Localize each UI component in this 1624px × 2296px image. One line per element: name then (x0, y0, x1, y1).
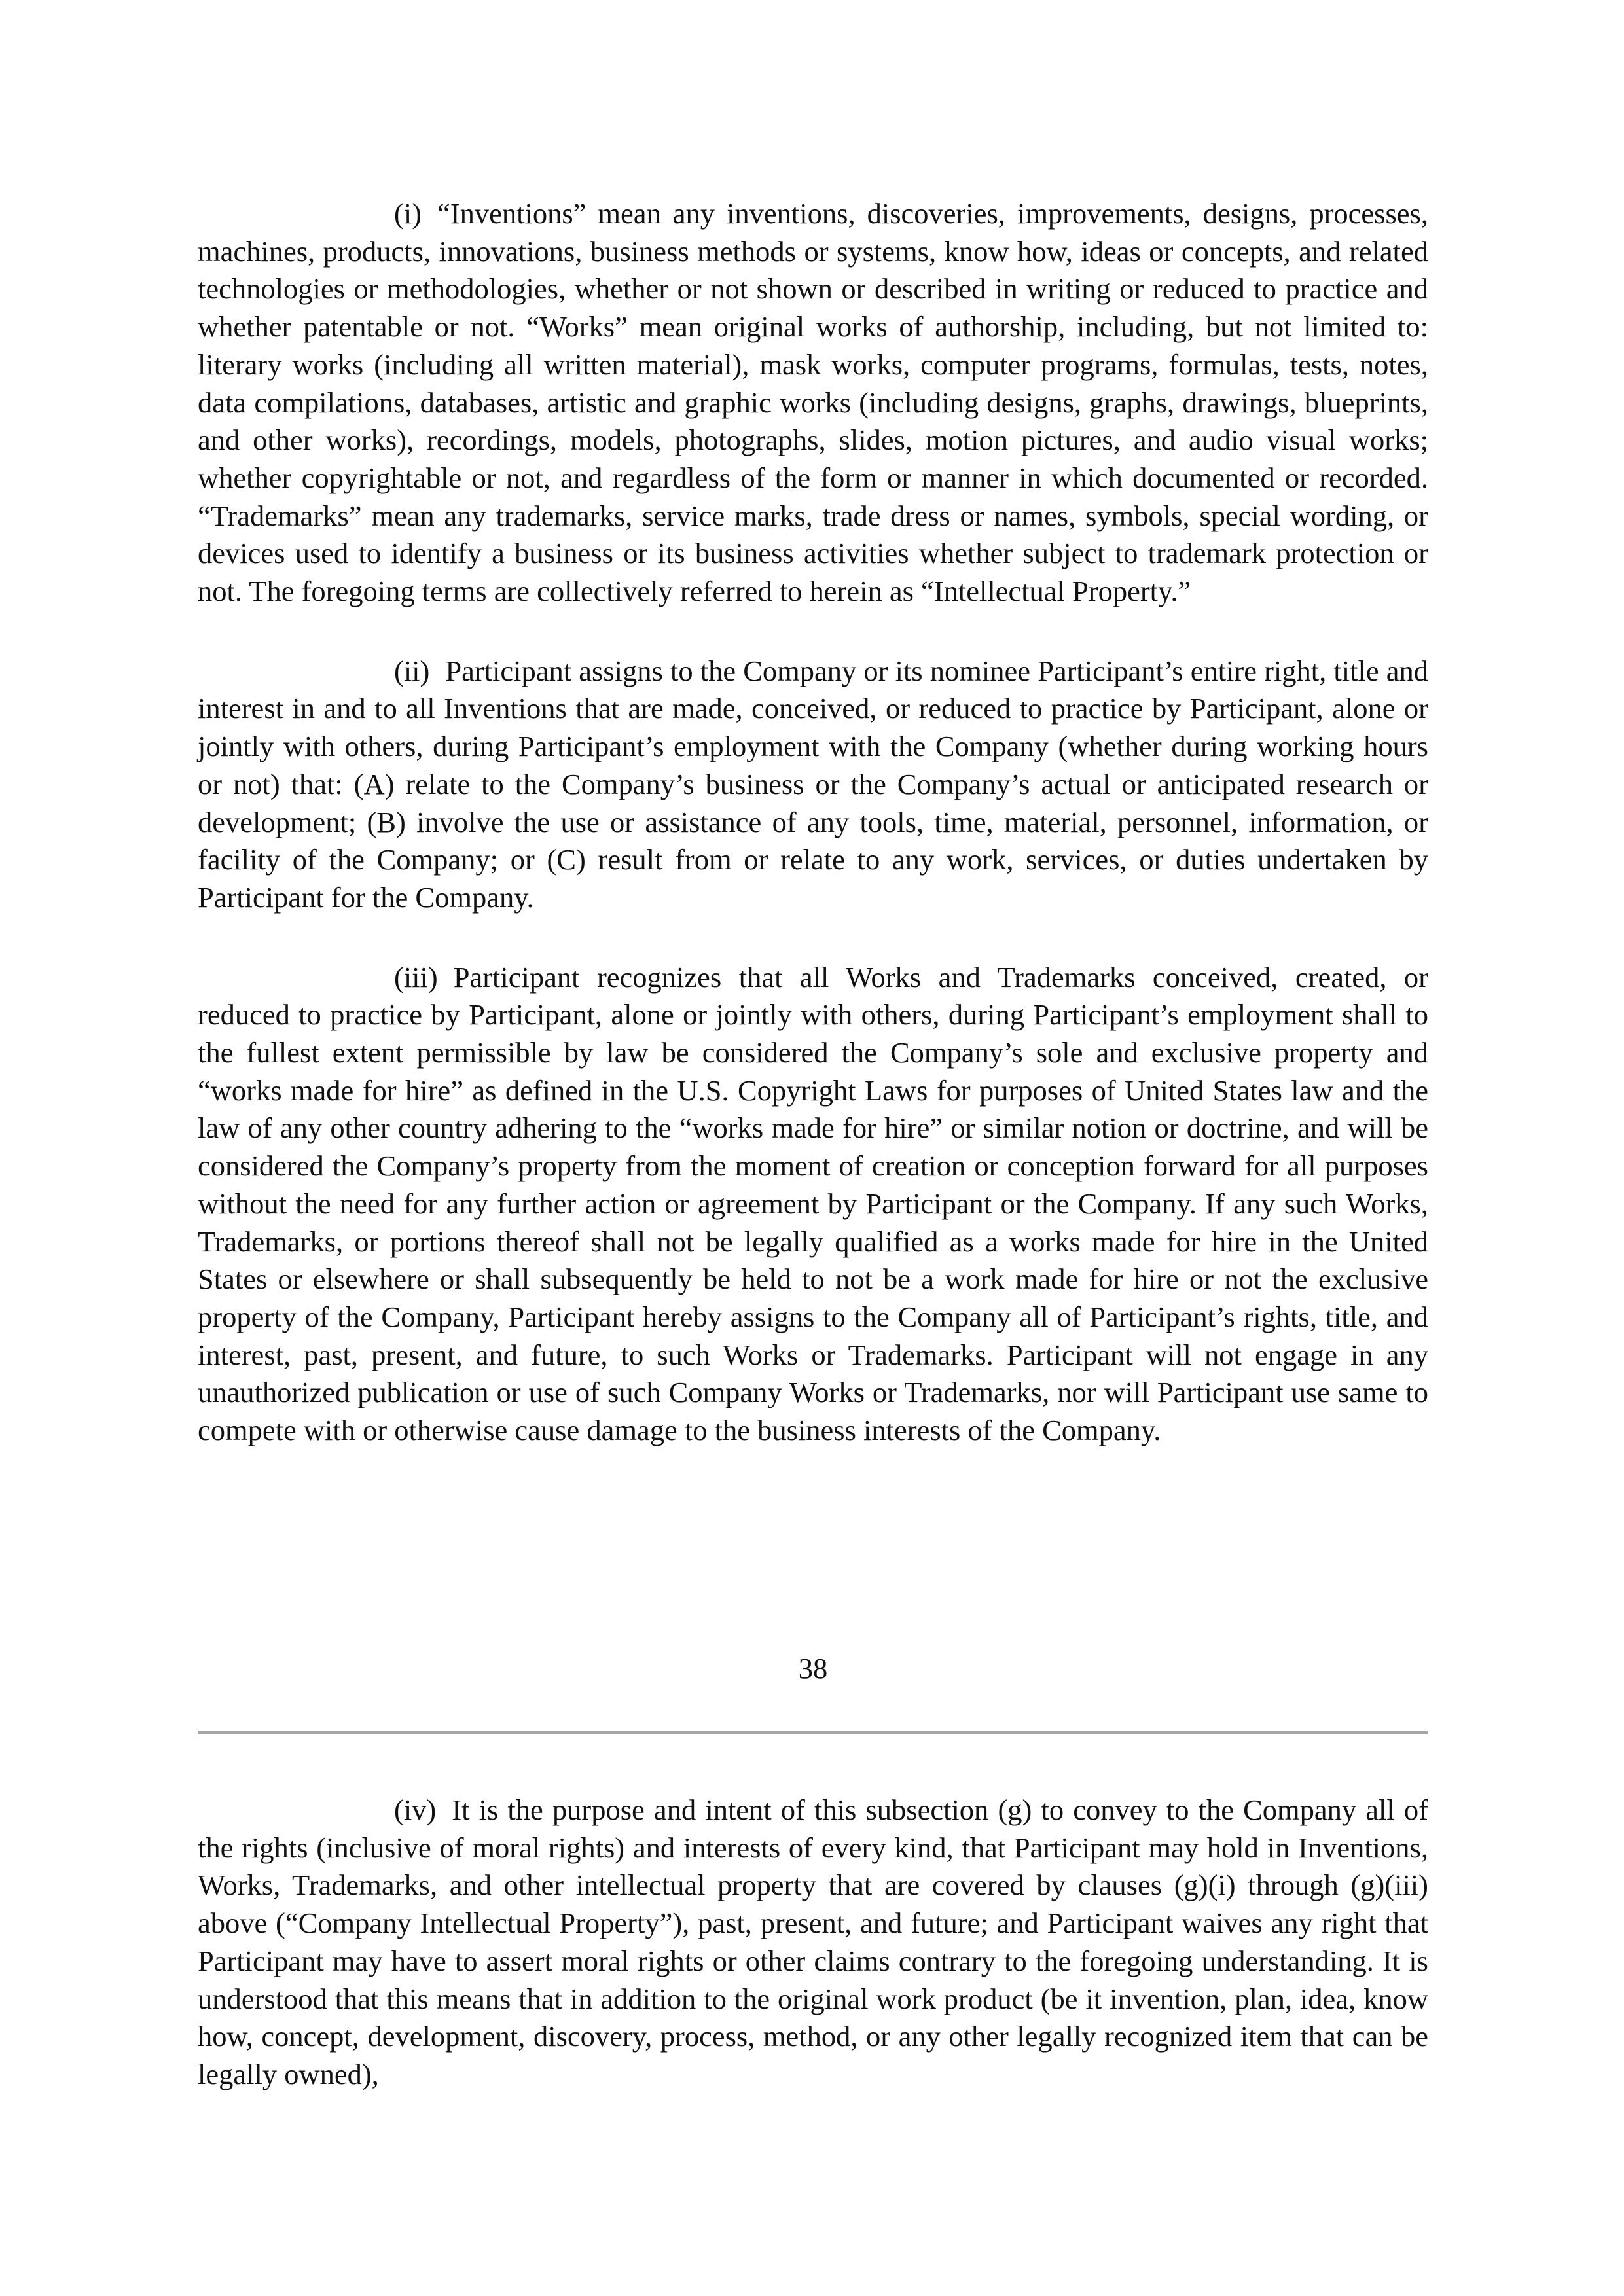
page-divider (198, 1731, 1428, 1734)
paragraph-iv (198, 1791, 1428, 2094)
paragraph-i (198, 195, 1428, 611)
paragraph-label: (ii) (394, 654, 430, 687)
paragraph-text: Participant assigns to the Company or its nominee Participant’s entire right, title and interest in and to all Inventions that are made, conceived, or reduced to practice by Participant, alone or jointly with others, during Participant’s employment with the Company (whether during working hours or not) that: (A) relate to the Company’s business or the Company’s actual or anticipated research or development; (B) involve the use or assistance of any tools, time, material, personnel, information, or facility of the Company; or (C) result from or relate to any work, services, or duties undertaken by Participant for the Company. (198, 654, 1428, 914)
paragraph-label: (iii) (394, 960, 438, 994)
paragraph-ii (198, 653, 1428, 917)
page-number: 38 (798, 1652, 828, 1685)
paragraph-label: (i) (394, 197, 422, 230)
page-38-content (198, 195, 1428, 1450)
paragraph-text: It is the purpose and intent of this subsection (g) to convey to the Company all of the rights (inclusive of moral rights) and interests of every kind, that Participant may hold in Inventions, Works, Trademarks, and other intellectual property that are covered by clauses (g)(i) through (g)(iii) above (“Company Intellectual Property”), past, present, and future; and Participant waives any right that Participant may have to assert moral rights or other claims contrary to the foregoing understanding. It is understood that this means that in addition to the original work product (be it invention, plan, idea, know how, concept, development, discovery, process, method, or any other legally recognized item that can be legally owned), (198, 1793, 1428, 2090)
page-39-content (198, 1791, 1428, 2094)
paragraph-iii (198, 959, 1428, 1450)
paragraph-text: Participant recognizes that all Works and Trademarks conceived, created, or reduced to practice by Participant, alone or jointly with others, during Participant’s employment shall to the fullest extent permissible by law be considered the Company’s sole and exclusive property and “works made for hire” as defined in the U.S. Copyright Laws for purposes of United States law and the law of any other country adhering to the “works made for hire” or similar notion or doctrine, and will be considered the Company’s property from the moment of creation or conception forward for all purposes without the need for any further action or agreement by Participant or the Company. If any such Works, Trademarks, or portions thereof shall not be legally qualified as a works made for hire in the United States or elsewhere or shall subsequently be held to not be a work made for hire or not the exclusive property of the Company, Participant hereby assigns to the Company all of Participant’s rights, title, and interest, past, present, and future, to such Works or Trademarks. Participant will not engage in any unauthorized publication or use of such Company Works or Trademarks, nor will Participant use same to compete with or otherwise cause damage to the business interests of the Company. (198, 960, 1428, 1447)
paragraph-text: “Inventions” mean any inventions, discoveries, improvements, designs, processes, machines, products, innovations, business methods or systems, know how, ideas or concepts, and related technologies or methodologies, whether or not shown or described in writing or reduced to practice and whether patentable or not. “Works” mean original works of authorship, including, but not limited to: literary works (including all written material), mask works, computer programs, formulas, tests, notes, data compilations, databases, artistic and graphic works (including designs, graphs, drawings, blueprints, and other works), recordings, models, photographs, slides, motion pictures, and audio visual works; whether copyrightable or not, and regardless of the form or manner in which documented or recorded. “Trademarks” mean any trademarks, service marks, trade dress or names, symbols, special wording, or devices used to identify a business or its business activities whether subject to trademark protection or not. The foregoing terms are collectively referred to herein as “Intellectual Property.” (198, 197, 1428, 608)
paragraph-label: (iv) (394, 1793, 437, 1826)
